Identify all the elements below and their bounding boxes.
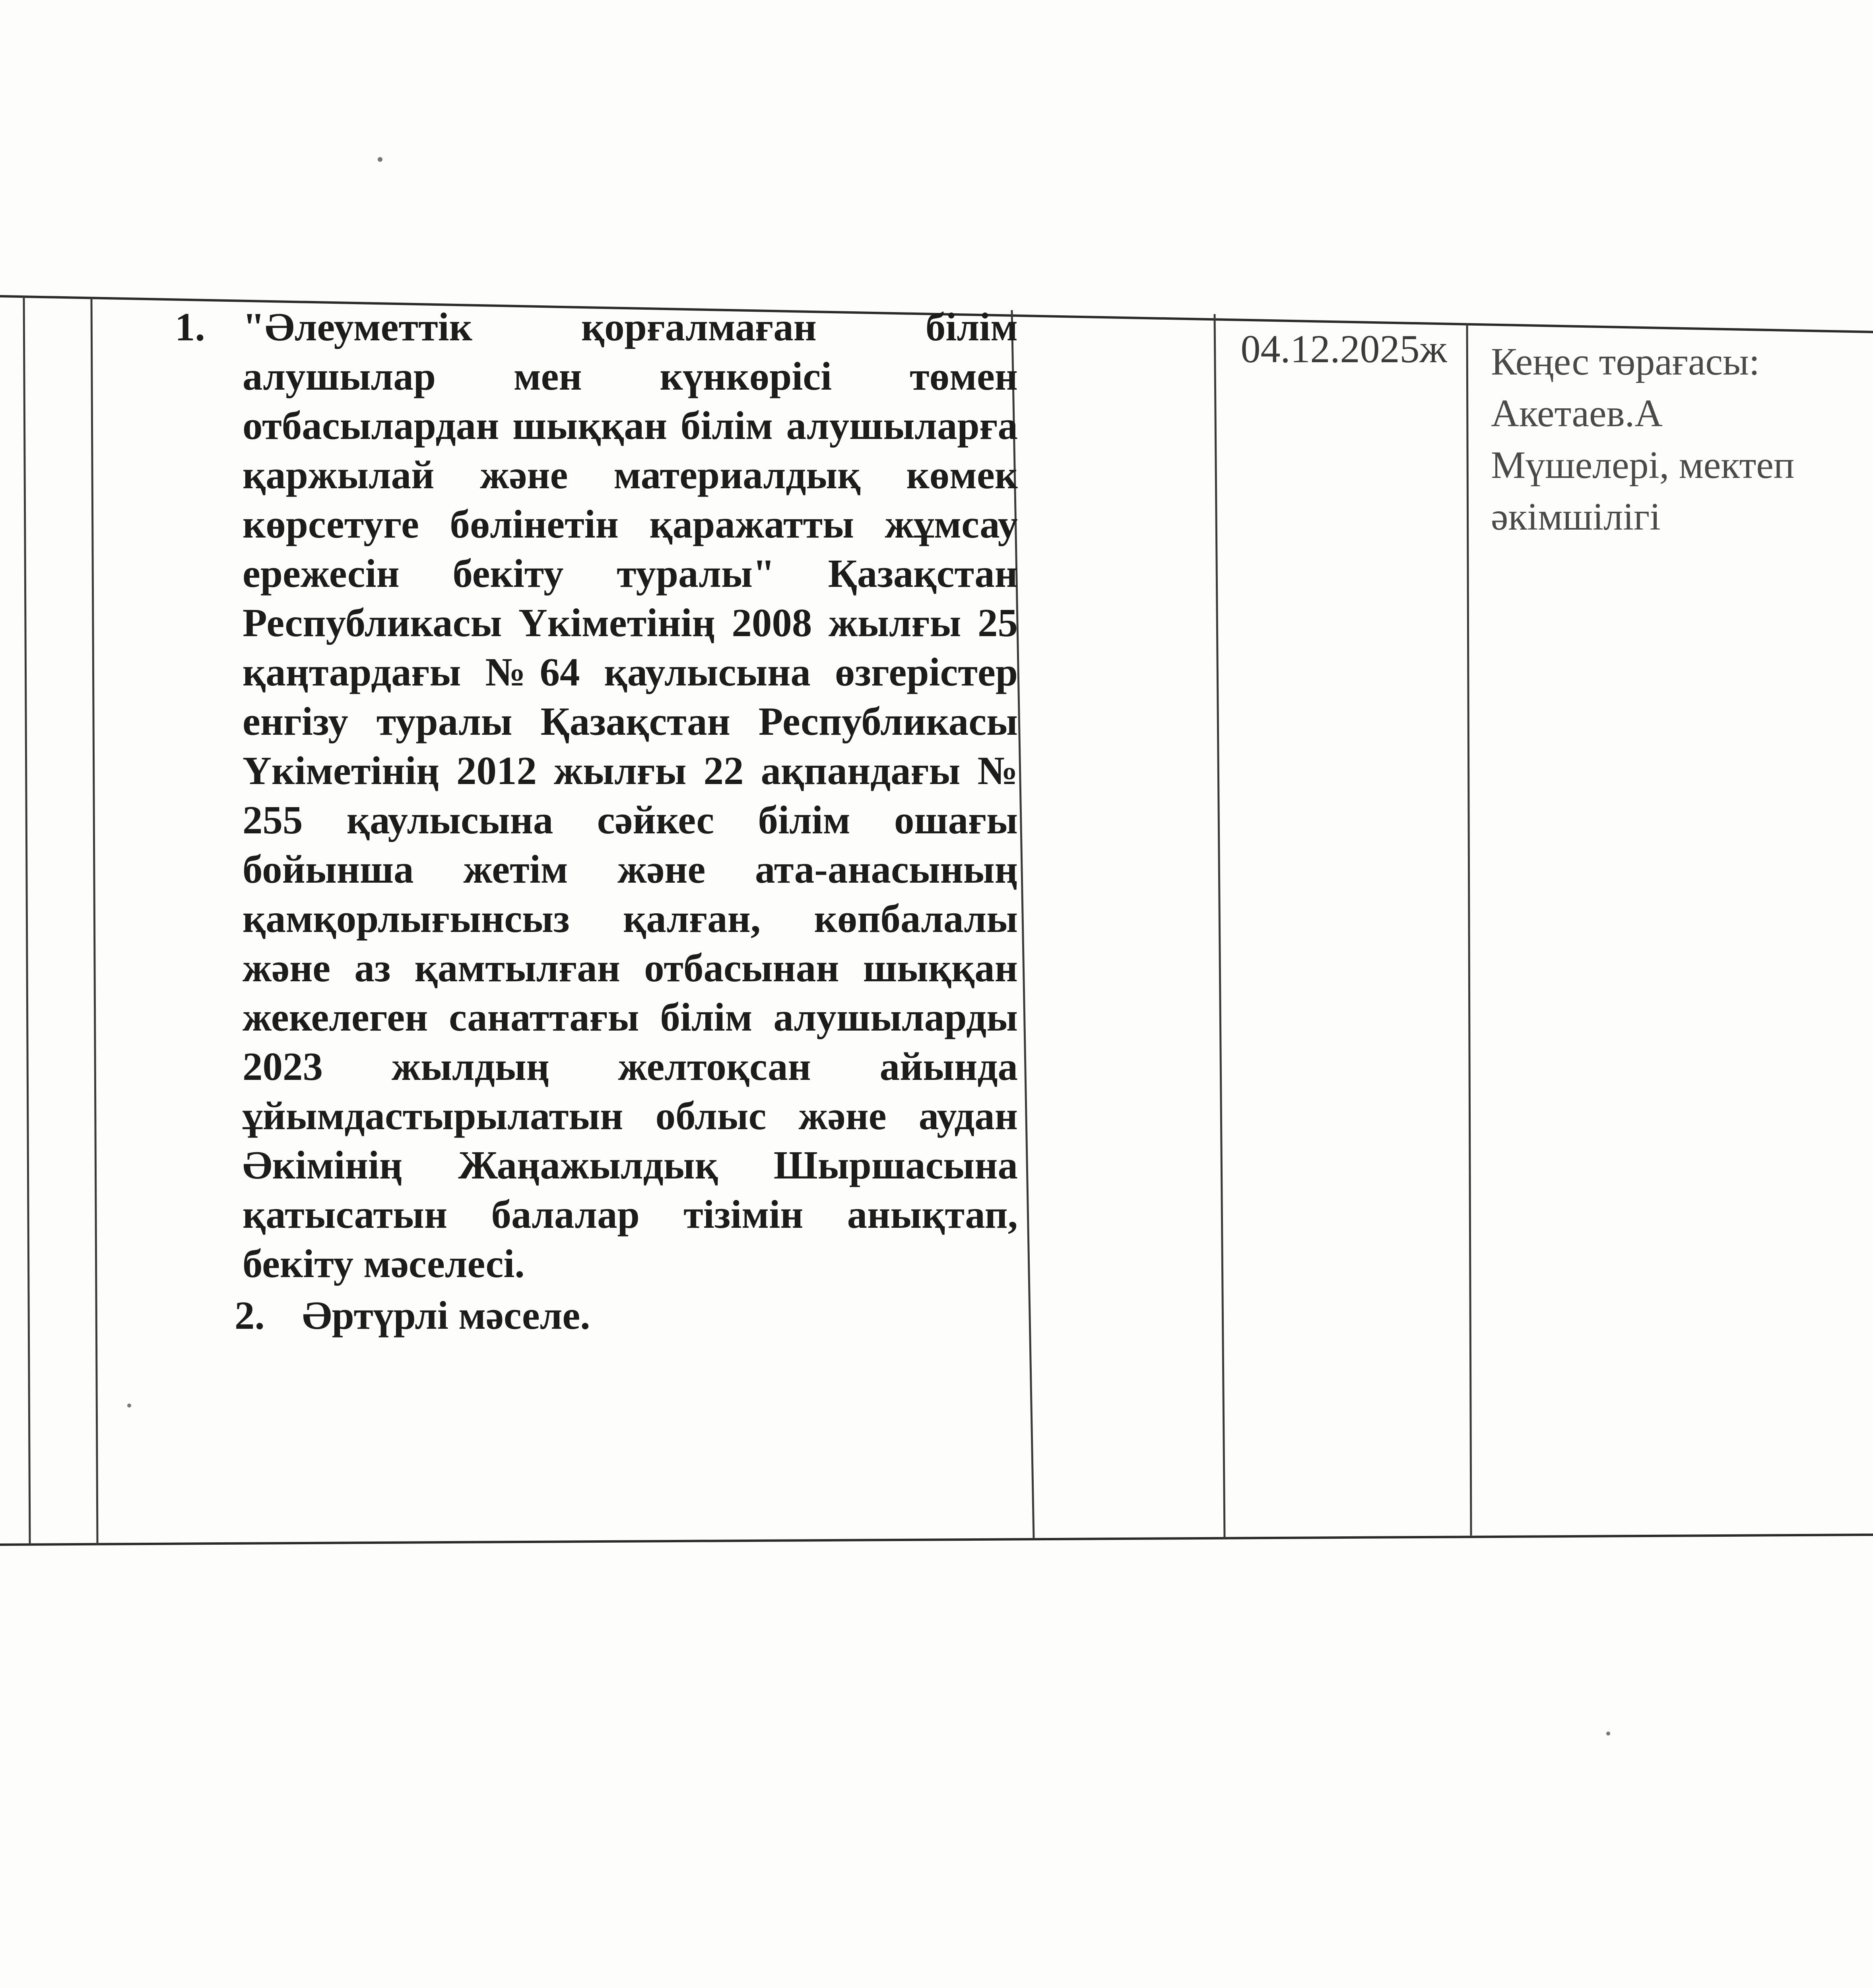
column-divider-4 xyxy=(1215,314,1225,1538)
table-bottom-border xyxy=(0,1535,1873,1545)
scan-speck xyxy=(1606,1732,1610,1736)
column-divider-1 xyxy=(24,296,30,1545)
agenda-cell xyxy=(159,302,1018,1340)
column-divider-2 xyxy=(91,298,97,1545)
responsible-line: Мүшелері, мектеп xyxy=(1491,444,1795,487)
agenda-item xyxy=(159,302,1018,1288)
responsible-cell xyxy=(1491,336,1849,543)
date-cell: 04.12.2025ж xyxy=(1240,327,1447,371)
responsible-line: Кеңес төрағасы: xyxy=(1491,340,1760,383)
responsible-line: Акетаев.А xyxy=(1491,392,1663,435)
column-divider-5 xyxy=(1467,324,1471,1536)
scan-speck xyxy=(378,157,382,162)
agenda-item-text: Әртүрлі мәселе. xyxy=(302,1293,590,1338)
agenda-item-text: "Әлеуметтік қорғалмаған білім алушылар мен күнкөрісі төмен отбасылардан шыққан білім алушыларға қаржылай және материалдық көмек көрсетуге бөлінетін қаражатты жұмсау ережесін бекіту туралы" Қазақстан Республикасы Үкіметінің 2008 жылғы 25 қаңтардағы №64 қаулысына өзгерістер енгізу туралы Қазақстан Республикасы Үкіметінің 2012 жылғы 22 ақпандағы № 255 қаулысына сәйкес білім ошағы бойынша жетім және ата-анасының қамқорлығынсыз қалған, көпбалалы және аз қамтылған отбасынан шыққан жекелеген санаттағы білім алушыларды 2023 жылдың желтоқсан айында ұйымдастырылатын облыс және аудан Әкімінің Жаңажылдық Шыршасына қатысатын балалар тізімін анықтап, бекіту мәселесі. xyxy=(243,305,1018,1286)
scan-speck xyxy=(127,1404,131,1408)
agenda-item-number: 2. xyxy=(235,1293,265,1338)
agenda-item xyxy=(159,1291,1018,1340)
agenda-item-number: 1. xyxy=(175,305,205,349)
responsible-line: әкімшілігі xyxy=(1491,495,1661,538)
